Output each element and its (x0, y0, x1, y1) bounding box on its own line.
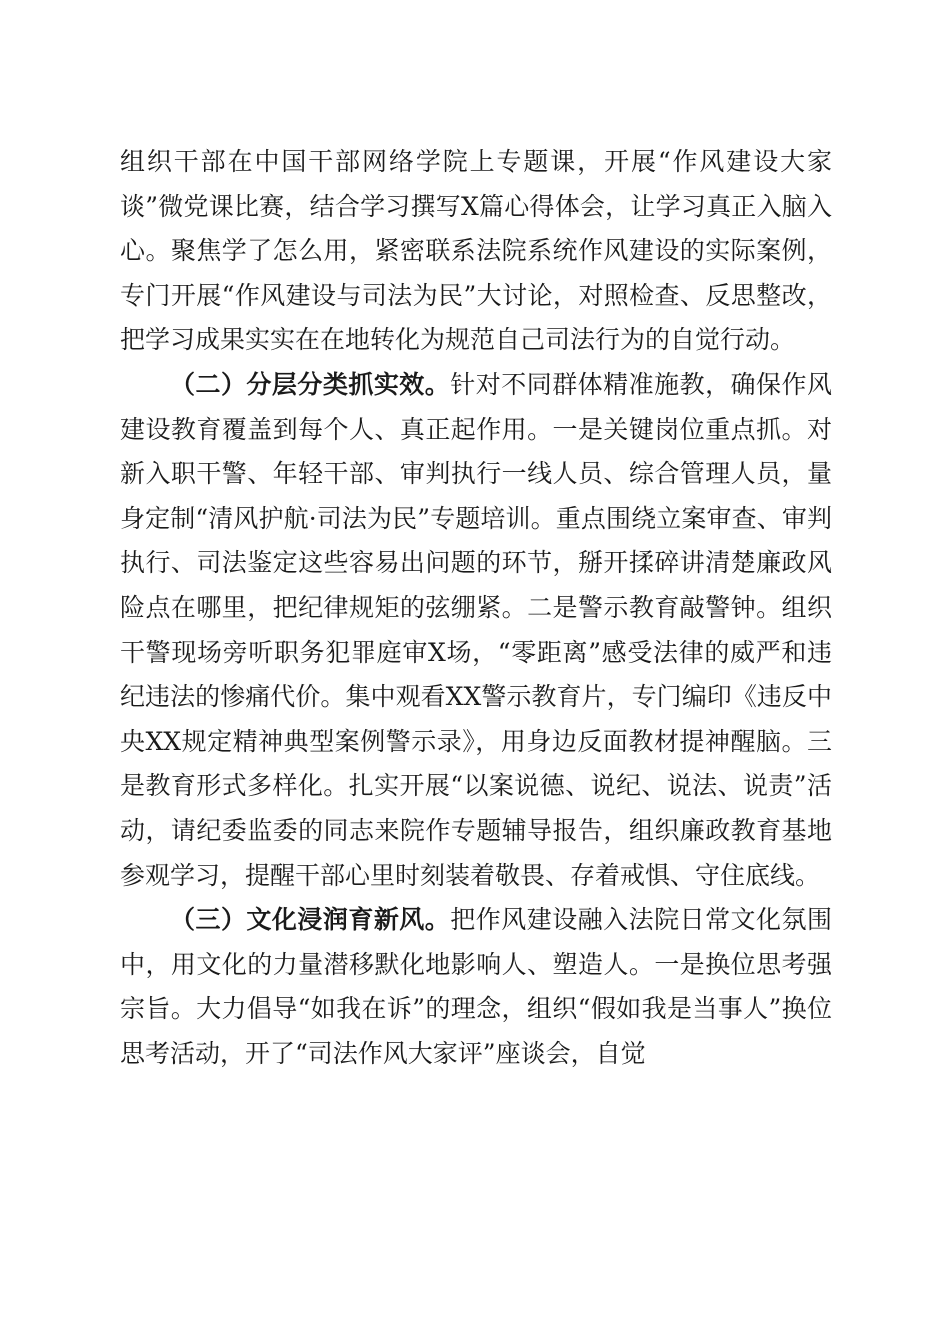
paragraph-section-3 (120, 898, 832, 1076)
section-3-body: 把作风建设融入法院日常文化氛围中，用文化的力量潜移默化地影响人、塑造人。一是换位思考强宗旨。大力倡导“如我在诉”的理念，组织“假如我是当事人”换位思考活动，开了“司法作风大家评”座谈会，自觉 (120, 905, 832, 1068)
section-2-body: 针对不同群体精准施教，确保作风建设教育覆盖到每个人、真正起作用。一是关键岗位重点抓。对新入职干警、年轻干部、审判执行一线人员、综合管理人员，量身定制“清风护航·司法为民”专题培训。重点围绕立案审查、审判执行、司法鉴定这些容易出问题的环节，掰开揉碎讲清楚廉政风险点在哪里，把纪律规矩的弦绷紧。二是警示教育敲警钟。组织干警现场旁听职务犯罪庭审X场，“零距离”感受法律的威严和违纪违法的惨痛代价。集中观看XX警示教育片，专门编印《违反中央XX规定精神典型案例警示录》，用身边反面教材提神醒脑。三是教育形式多样化。扎实开展“以案说德、说纪、说法、说责”活动，请纪委监委的同志来院作专题辅导报告，组织廉政教育基地参观学习，提醒干部心里时刻装着敬畏、存着戒惧、守住底线。 (120, 369, 832, 890)
document-body (120, 140, 832, 1076)
paragraph-continuation: 组织干部在中国干部网络学院上专题课，开展“作风建设大家谈”微党课比赛，结合学习撰写X篇心得体会，让学习真正入脑入心。聚焦学了怎么用，紧密联系法院系统作风建设的实际案例，专门开展“作风建设与司法为民”大讨论，对照检查、反思整改，把学习成果实实在在地转化为规范自己司法行为的自觉行动。 (120, 147, 832, 355)
paragraph-section-2 (120, 363, 832, 898)
section-3-heading: （三）文化浸润育新风。 (170, 905, 451, 935)
section-2-heading: （二）分层分类抓实效。 (170, 369, 451, 399)
